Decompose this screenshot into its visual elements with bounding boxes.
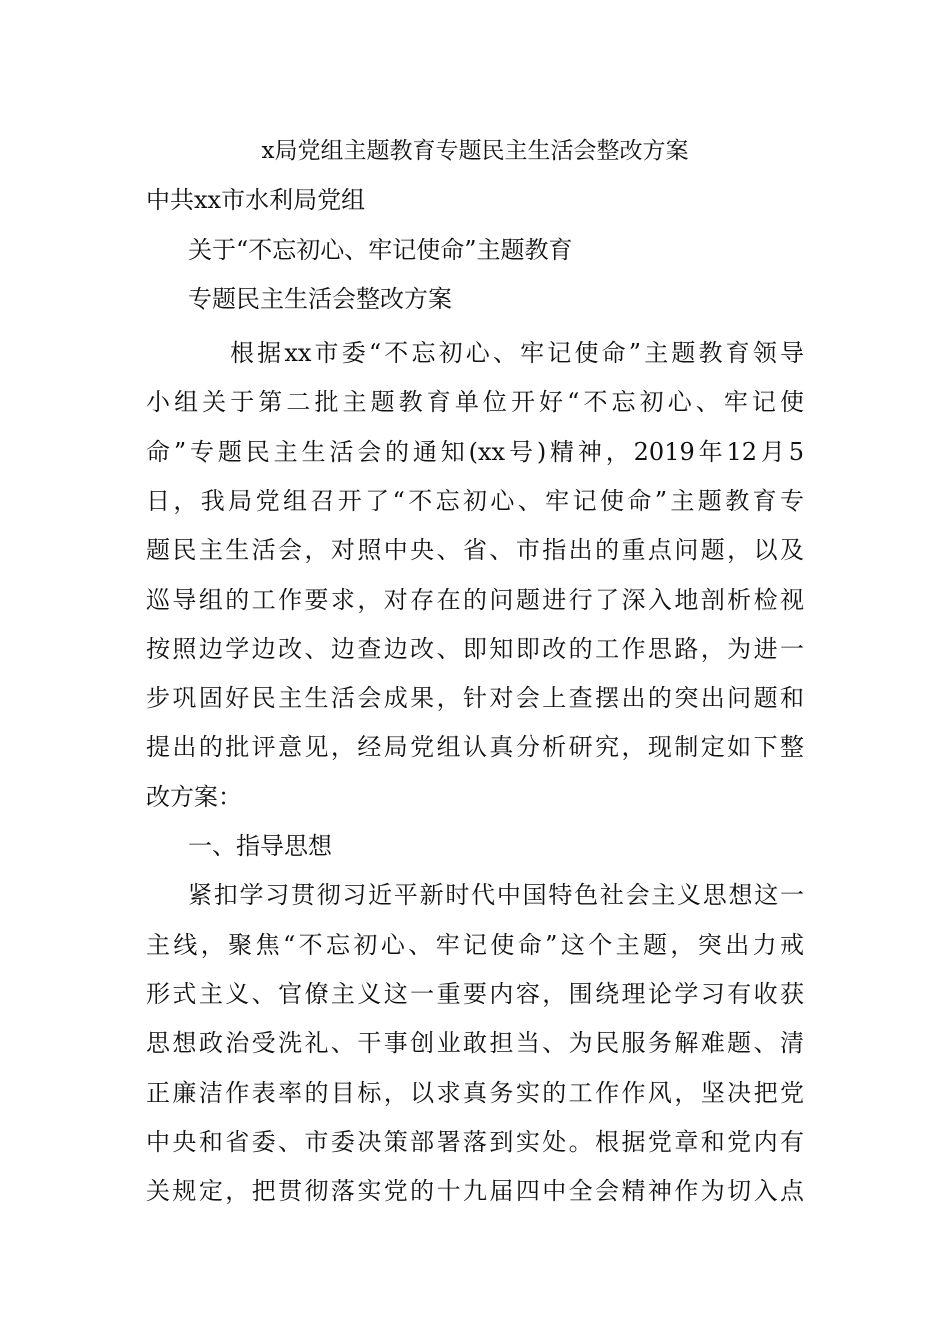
paragraph-line: 巡导组的工作要求，对存在的问题进行了深入地剖析检视 <box>146 586 804 614</box>
paragraph-line: 正廉洁作表率的目标，以求真务实的工作作风，坚决把党 <box>146 1079 804 1107</box>
paragraph-line: 按照边学边改、边查边改、即知即改的工作思路，为进一 <box>146 635 804 663</box>
paragraph-line: 小组关于第二批主题教育单位开好“不忘初心、牢记使 <box>146 388 804 416</box>
paragraph-line: 日，我局党组召开了“不忘初心、牢记使命”主题教育专 <box>146 487 804 515</box>
paragraph-line: 提出的批评意见，经局党组认真分析研究，现制定如下整 <box>146 733 804 761</box>
document-title: x局党组主题教育专题民主生活会整改方案 <box>261 138 689 164</box>
paragraph-line: 形式主义、官僚主义这一重要内容，围绕理论学习有收获 <box>146 980 804 1008</box>
issuer-line: 中共xx市水利局党组 <box>146 186 366 214</box>
paragraph-line: 根据xx市委“不忘初心、牢记使命”主题教育领导 <box>230 339 804 367</box>
paragraph-line: 紧扣学习贯彻习近平新时代中国特色社会主义思想这一 <box>188 881 804 909</box>
subtitle-line-2: 专题民主生活会整改方案 <box>188 285 452 313</box>
paragraph-line: 中央和省委、市委决策部署落到实处。根据党章和党内有 <box>146 1128 804 1156</box>
paragraph-line: 命”专题民主生活会的通知(xx号)精神，2019年12月5 <box>146 438 804 466</box>
paragraph-line: 题民主生活会，对照中央、省、市指出的重点问题，以及 <box>146 536 804 564</box>
section-heading: 一、指导思想 <box>188 832 332 860</box>
paragraph-line: 步巩固好民主生活会成果，针对会上查摆出的突出问题和 <box>146 684 804 712</box>
paragraph-line: 改方案： <box>146 783 242 811</box>
paragraph-line: 主线，聚焦“不忘初心、牢记使命”这个主题，突出力戒 <box>146 931 804 959</box>
subtitle-line-1: 关于“不忘初心、牢记使命”主题教育 <box>188 236 573 264</box>
paragraph-line: 思想政治受洗礼、干事创业敢担当、为民服务解难题、清 <box>146 1029 804 1057</box>
paragraph-line: 关规定，把贯彻落实党的十九届四中全会精神作为切入点 <box>146 1177 804 1205</box>
